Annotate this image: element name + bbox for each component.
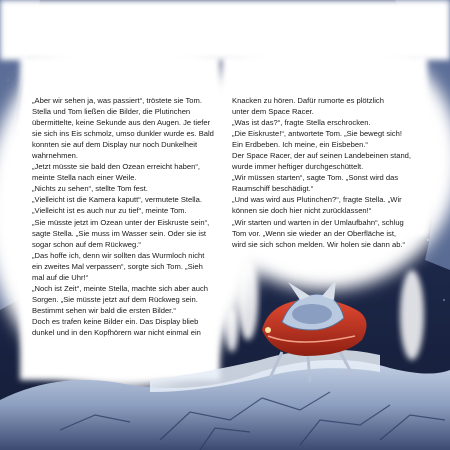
text-line: „Und was wird aus Plutinchen?“, fragte Stella. „Wir	[232, 195, 402, 205]
text-line: „Was ist das?“, fragte Stella erschrocken.	[232, 118, 371, 128]
text-line: „Die Eiskruste!“, antwortete Tom. „Sie bewegt sich!	[232, 129, 402, 139]
text-line: mal auf die Uhr!“	[32, 272, 89, 282]
text-line: Sorgen. „Sie müsste jetzt auf dem Rückweg sein.	[32, 294, 198, 304]
text-line: wurde immer heftiger durchgeschüttelt.	[232, 162, 364, 172]
text-line: meinte Stella nach einer Weile.	[32, 173, 137, 183]
text-line: Bestimmt sehen wir bald die ersten Bilder.“	[32, 305, 176, 315]
text-line: können sie doch hier nicht zurücklassen!“	[232, 206, 372, 216]
text-line: „Sie müsste jetzt im Ozean unter der Eiskruste sein“,	[32, 217, 210, 227]
text-line: Doch es trafen keine Bilder ein. Das Display blieb	[32, 316, 199, 326]
text-line: übermittelte, keine Sekunde aus den Augen. Je tiefer	[32, 118, 211, 128]
text-line: ein zweites Mal verpassen“, sorgte sich Tom. „Sieh	[32, 261, 203, 271]
text-line: unter dem Space Racer.	[232, 107, 314, 117]
text-line: sogar schon auf dem Rückweg.“	[32, 239, 141, 249]
text-line: sagte Stella. „Sie muss im Wasser sein. Oder sie ist	[32, 228, 207, 238]
text-line: sie sich ins Eis schmolz, umso dunkler wurde es. Bald	[32, 129, 214, 139]
right-text-column	[232, 95, 411, 250]
text-line: „Vielleicht ist die Kamera kaputt“, vermutete Stella.	[32, 195, 202, 205]
text-line: Der Space Racer, der auf seinen Landebeinen stand,	[232, 151, 411, 161]
text-line: Tom vor. „Wenn sie wieder an der Oberfläche ist,	[232, 228, 397, 238]
text-line: Raumschiff beschädigt.“	[232, 184, 314, 194]
text-line: „Vielleicht ist es auch nur zu tief“, meinte Tom.	[32, 206, 187, 216]
left-text-column	[32, 95, 214, 338]
text-line: „Aber wir sehen ja, was passiert“, tröstete sie Tom.	[32, 96, 202, 105]
text-line: „Nichts zu sehen“, stellte Tom fest.	[32, 184, 148, 194]
text-line: „Das hoffe ich, denn wir sollten das Wurmloch nicht	[32, 250, 205, 260]
text-line: dunkel und in den Kopfhörern war nicht einmal ein	[32, 327, 201, 337]
page-top-white	[0, 0, 450, 60]
text-line: „Noch ist Zeit“, meinte Stella, machte sich aber auch	[32, 283, 208, 293]
text-line: Ein Erdbeben. Ich meine, ein Eisbeben.“	[232, 140, 368, 150]
text-line: „Wir müssen starten“, sagte Tom. „Sonst wird das	[232, 173, 399, 183]
text-line: wird sie sich schon melden. Wir holen sie dann ab.“	[232, 239, 406, 249]
text-line: wahrnehmen.	[32, 151, 79, 161]
text-line: „Wir starten und warten in der Umlaufbahn“, schlug	[232, 217, 404, 227]
text-line: „Jetzt müsste sie bald den Ozean erreicht haben“,	[32, 162, 200, 172]
text-line: Stella und Tom ließen die Bilder, die Plutinchen	[32, 107, 191, 117]
text-line: konnten sie auf dem Display nur noch Dunkelheit	[32, 140, 198, 150]
text-line: Knacken zu hören. Dafür rumorte es plötzlich	[232, 96, 384, 105]
